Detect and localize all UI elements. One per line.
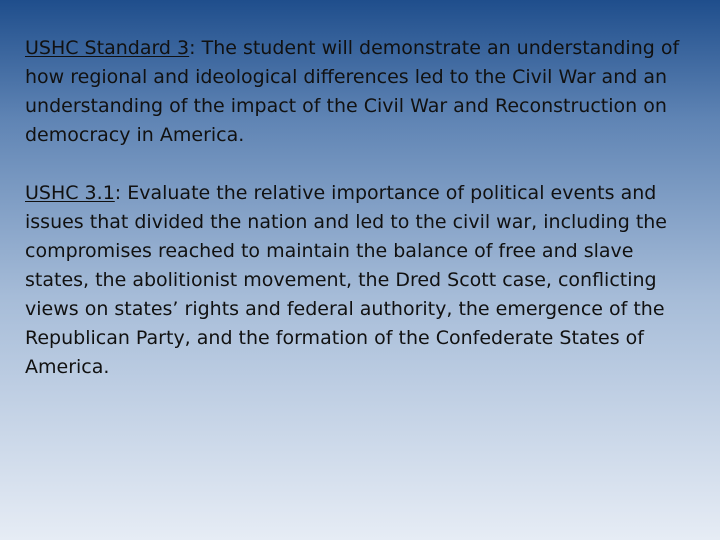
standard-label: USHC Standard 3	[25, 37, 190, 59]
standard-paragraph	[25, 34, 703, 150]
standard-text: : The student will demonstrate an understanding of how regional and ideological differences led to the Civil War and an understanding of the impact of the Civil War and Reconstruction on democracy in America.	[25, 37, 680, 146]
indicator-paragraph	[25, 179, 703, 382]
slide-content	[25, 34, 703, 382]
indicator-text: : Evaluate the relative importance of political events and issues that divided the nation and led to the civil war, including the compromises reached to maintain the balance of free and slave states, the abolitionist movement, the Dred Scott case, conflicting views on states’ rights and federal authority, the emergence of the Republican Party, and the formation of the Confederate States of America.	[25, 182, 668, 378]
indicator-label: USHC 3.1	[25, 182, 115, 204]
